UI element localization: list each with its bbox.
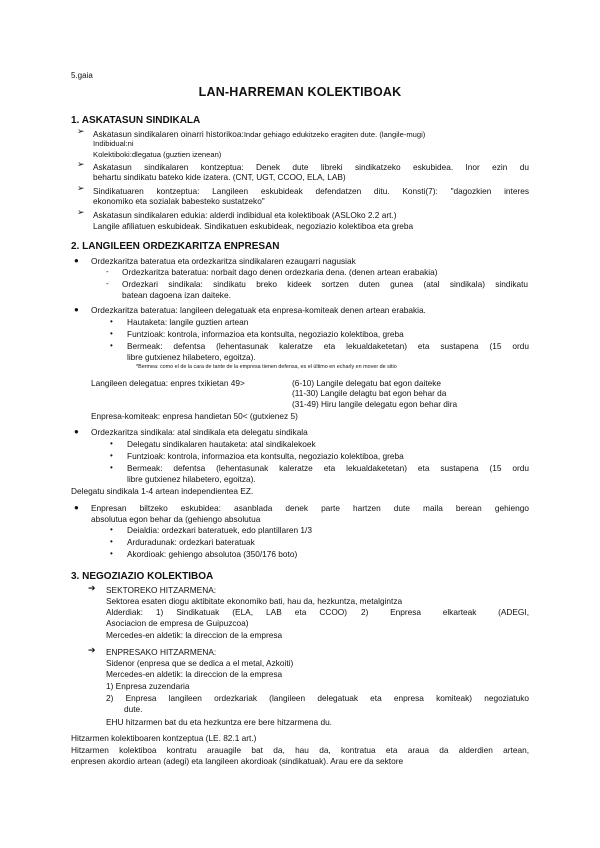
section-3-heading: 3. NEGOZIAZIO KOLEKTIBOA: [71, 571, 214, 582]
page-number-label: 5.gaia: [71, 71, 93, 80]
s2-p3-i1: Delegatu sindikalaren hautaketa: atal sindikalekoek: [127, 439, 316, 449]
dash-bullet-icon: -: [106, 279, 109, 288]
s2-p2-i3-line1: Bermeak: defentsa (lehentasunak kaleratze eta lekualdaketetan) eta sustapena (15 ordu: [127, 341, 529, 351]
bullet-icon: •: [110, 341, 113, 350]
s2-p2-i2: Funtzioak: kontrola, informazioa eta kontsulta, negoziazio kolektiboa, greba: [127, 329, 404, 339]
arrow-right-icon: ➔: [88, 645, 96, 655]
bermea-note: *Bermea: como el de la cara de tante de la empresa tienen defensa, es el último en echarly en mover de sitio: [136, 364, 397, 370]
enpresako-ehu: EHU hitzarmen bat du eta hezkuntza ere bere hitzarmena du.: [106, 717, 332, 727]
s2-p1-d1: Ordezkaritza bateratua: norbait dago denen ordezkaria dena. (denen artean erabakia): [122, 267, 438, 277]
sektoreko-line2b: 2) Enpresa elkarteak (ADEGI,: [361, 607, 529, 617]
arrow-bullet-icon: ➢: [77, 207, 85, 217]
s2-p4-i2: Arduradunak: ordezkari bateratuak: [127, 537, 255, 547]
sektoreko-line2a: Alderdiak: 1) Sindikatuak (ELA, LAB eta CCOO): [106, 607, 347, 617]
s2-p3-i3-line2: libre gutxienez hilabetero, egoitza).: [127, 474, 256, 484]
s2-p4-line2: absolutua egon behar da (gehiengo absolutua: [91, 514, 261, 524]
bullet-icon: •: [110, 525, 113, 534]
enpresako-item2-line2: dute.: [124, 704, 143, 714]
s2-p3: Ordezkaritza sindikala: atal sindikala eta delegatu sindikala: [91, 427, 308, 437]
sektoreko-line1: Sektorea esaten diogu aktibitate ekonomiko bati, hau da, hezkuntza, metalgintza: [106, 596, 403, 606]
s2-p4-line1: Enpresan biltzeko eskubidea: asanblada denek parte hartzen dute maila berean gehiengo: [91, 503, 529, 513]
kontzeptua-line2: enpresen akordio artean (adegi) eta langileen akordioak (sindikatuak). Arau ere da sektore: [71, 756, 404, 766]
section-2-heading: 2. LANGILEEN ORDEZKARITZA ENPRESAN: [71, 241, 280, 252]
s2-p1-d2-line1: Ordezkari sindikala: sindikatu breko kideek sortzen duten gunea (atal sindikala) sindikatu: [122, 279, 528, 289]
s1-b1-line2: Indibidual:ni: [93, 139, 134, 148]
bullet-icon: •: [110, 317, 113, 326]
enpresako-title: ENPRESAKO HITZARMENA:: [106, 647, 217, 657]
s1-b2-line1: Askatasun sindikalaren kontzeptua: Denek dute libreki sindikatzeko eskubidea. Inor ezin du: [93, 162, 529, 172]
enpresako-line2: Mercedes-en aldetik: la direccion de la empresa: [106, 669, 283, 679]
bullet-icon: •: [110, 463, 113, 472]
s1-b1-line1: Askatasun sindikalaren oinarri historikoa:Indar gehiago edukitzeko eragiten dute. (langile-mugi): [93, 129, 426, 139]
s1-b4-line1: Askatasun sindikalaren edukia: alderdi indibidual eta kolektiboak (ASLOko 2.2 art.): [93, 210, 397, 220]
s1-b2-line2: behartu sindikatu bateko kide izatera. (CNT, UGT, CCOO, ELA, LAB): [93, 172, 346, 182]
s2-p2: Ordezkaritza bateratua: langileen delegatuak eta enpresa-komiteak denen artean erabakia.: [91, 305, 426, 315]
section-1-heading: 1. ASKATASUN SINDIKALA: [71, 115, 201, 126]
s1-b3-line1: Sindikatuaren kontzeptua: Langileen eskubideak defendatzen ditu. Konsti(7): "dagozkien interes: [93, 186, 529, 196]
s2-p4-i1: Deialdia: ordezkari bateratuek, edo plantillaren 1/3: [127, 525, 312, 535]
arrow-right-icon: ➔: [88, 583, 96, 593]
dash-bullet-icon: -: [106, 267, 109, 276]
arrow-bullet-icon: ➢: [77, 126, 85, 136]
delegatu-sindikala: Delegatu sindikala 1-4 artean independientea EZ.: [71, 486, 254, 496]
arrow-bullet-icon: ➢: [77, 183, 85, 193]
s2-p3-i3-line1: Bermeak: defentsa (lehentasunak kaleratze eta lekualdaketetan) eta sustapena (15 ordu: [127, 463, 529, 473]
bullet-icon: •: [110, 537, 113, 546]
kontzeptua-title: Hitzarmen kolektiboaren kontzeptua (LE. 82.1 art.): [71, 733, 257, 743]
bullet-icon: ●: [74, 256, 79, 265]
s2-p3-i2: Funtzioak: kontrola, informazioa eta kontsulta, negoziazio kolektiboa, greba: [127, 451, 404, 461]
s1-b4-line2: Langile afiliatuen eskubideak. Sindikatuen eskubideak, negoziazio kolektiboa eta greba: [93, 221, 414, 231]
delegatua-range-2: (11-30) Langile delagtu bat egon behar da: [292, 388, 447, 398]
s1-b1-line3: Kolektiboki:dlegatua (guztien izenean): [93, 150, 222, 159]
bullet-icon: ●: [74, 305, 79, 314]
kontzeptua-line1: Hitzarmen kolektiboa kontratu arauagile bat da, hau da, kontratua eta araua da alderdien artean,: [71, 745, 529, 755]
page-title: LAN-HARREMAN KOLEKTIBOAK: [198, 85, 402, 99]
delegatua-range-1: (6-10) Langile delegatu bat egon daiteke: [292, 378, 441, 388]
delegatua-label: Langileen delegatua: enpres txikietan 49>: [91, 378, 245, 388]
s2-p1-d2-line2: batean dagoena izan daiteke.: [122, 290, 231, 300]
sektoreko-title: SEKTOREKO HITZARMENA:: [106, 585, 217, 595]
bullet-icon: •: [110, 451, 113, 460]
bullet-icon: •: [110, 549, 113, 558]
bullet-icon: ●: [74, 427, 79, 436]
bullet-icon: •: [110, 439, 113, 448]
enpresa-komitea: Enpresa-komiteak: enpresa handietan 50< (gutxienez 5): [91, 411, 298, 421]
s2-p2-i3-line2: libre gutxienez hilabetero, egoitza).: [127, 352, 256, 362]
enpresako-item2-line1: 2) Enpresa langileen ordezkariak (langileen delegatuak eta enpresa komiteak) negoziatuko: [106, 693, 529, 703]
enpresako-item1: 1) Enpresa zuzendaria: [106, 681, 190, 691]
sektoreko-line3: Asociacion de empresa de Guipuzcoa): [106, 618, 249, 628]
s2-p2-i1: Hautaketa: langile guztien artean: [127, 317, 249, 327]
bullet-icon: ●: [74, 503, 79, 512]
sektoreko-line4: Mercedes-en aldetik: la direccion de la empresa: [106, 630, 283, 640]
s2-p4-i3: Akordioak: gehiengo absolutoa (350/176 boto): [127, 549, 298, 559]
s1-b3-line2: ekonomiko eta sozialak babesteko sustatzeko": [93, 196, 265, 206]
delegatua-range-3: (31-49) Hiru langile delegatu egon behar dira: [292, 399, 458, 409]
s2-p1: Ordezkaritza bateratua eta ordezkaritza sindikalaren ezaugarri nagusiak: [91, 256, 356, 266]
bullet-icon: •: [110, 329, 113, 338]
arrow-bullet-icon: ➢: [77, 159, 85, 169]
enpresako-line1: Sidenor (enpresa que se dedica a el metal, Azkoiti): [106, 658, 294, 668]
